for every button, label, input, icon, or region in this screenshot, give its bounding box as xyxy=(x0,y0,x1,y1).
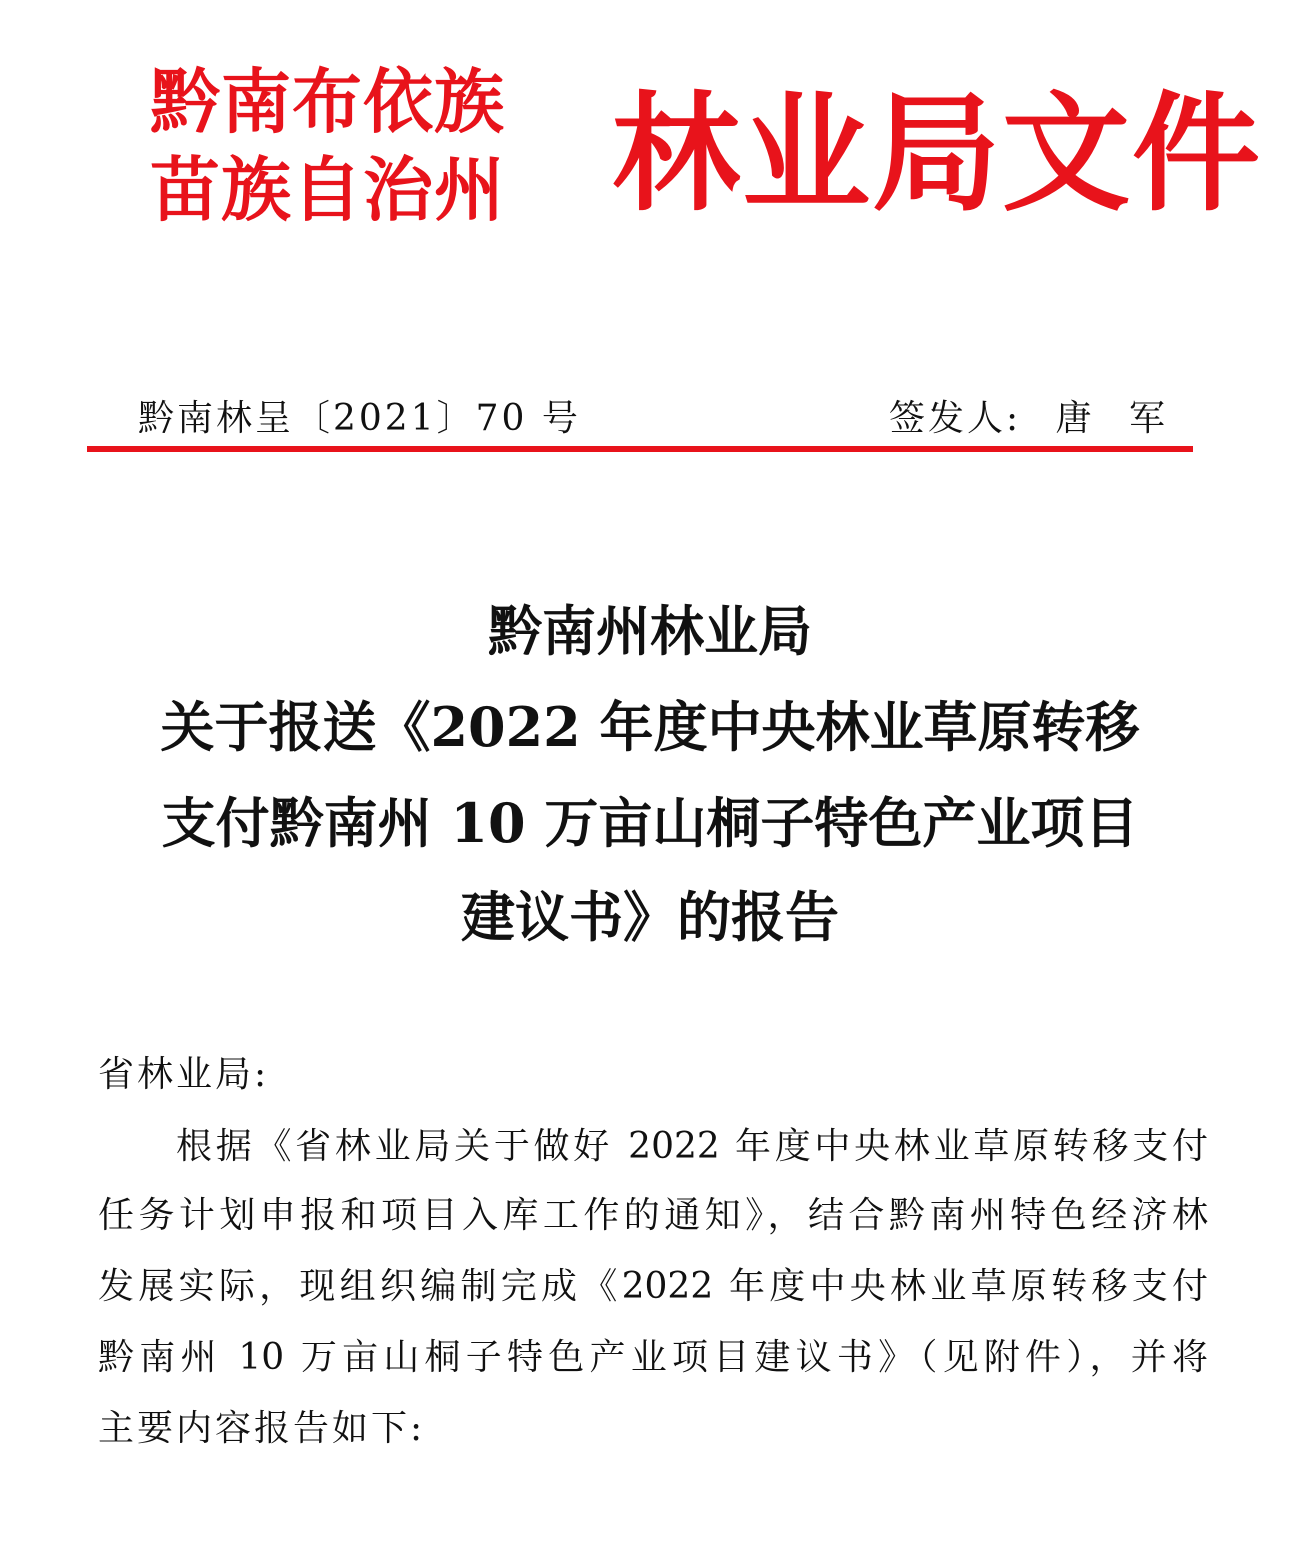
red-separator-rule xyxy=(87,446,1193,452)
document-number: 黔南林呈〔2021〕70 号 xyxy=(138,398,581,439)
title-line-3: 支付黔南州 10 万亩山桐子特色产业项目 xyxy=(161,791,1139,855)
signer: 签发人: 唐 军 xyxy=(888,398,1168,439)
document-kind-heading: 林业局文件 xyxy=(612,80,1263,229)
salutation: 省林业局: xyxy=(98,1054,270,1095)
body-line: 发展实际，现组织编制完成《2022 年度中央林业草原转移支付 xyxy=(98,1266,1208,1307)
title-line-4: 建议书》的报告 xyxy=(461,885,839,949)
body-line: 主要内容报告如下: xyxy=(98,1408,426,1449)
body-line: 任务计划申报和项目入库工作的通知》，结合黔南州特色经济林 xyxy=(98,1195,1208,1236)
title-line-2: 关于报送《2022 年度中央林业草原转移 xyxy=(160,695,1140,759)
body-line: 根据《省林业局关于做好 2022 年度中央林业草原转移支付 xyxy=(176,1126,1208,1167)
title-line-1: 黔南州林业局 xyxy=(488,599,812,663)
issuing-org-line-2: 苗族自治州 xyxy=(150,149,505,231)
issuing-org-line-1: 黔南布依族 xyxy=(150,61,505,143)
body-line: 黔南州 10 万亩山桐子特色产业项目建议书》（见附件），并将 xyxy=(98,1337,1208,1378)
